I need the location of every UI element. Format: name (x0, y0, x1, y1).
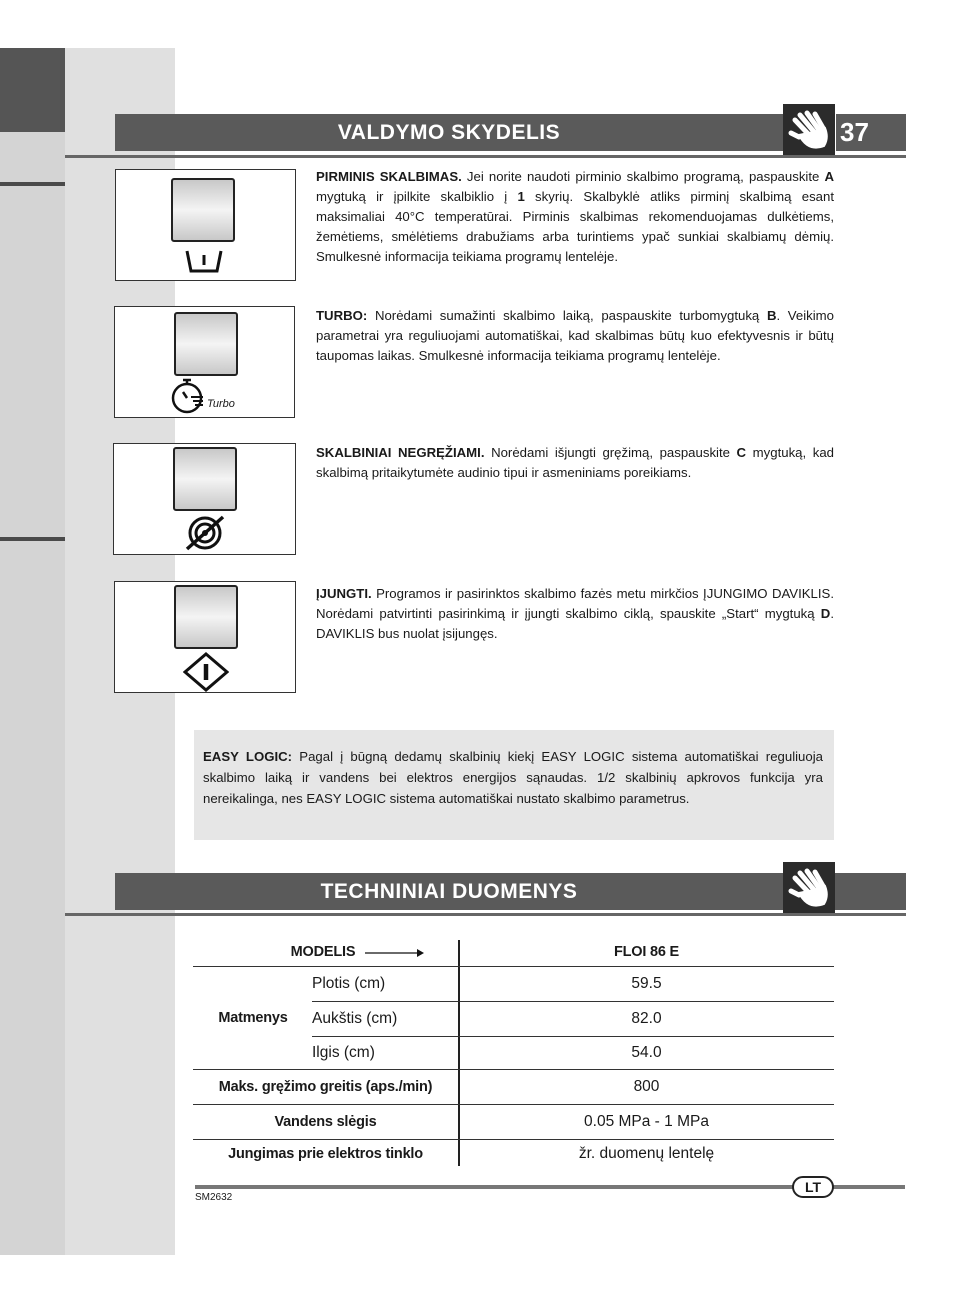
section-header-technical (115, 873, 783, 910)
easy-logic-text: Pagal į būgną dedamų skalbinių kiekį EASY LOGIC sistema automatiškai reguliuoja skalbimo laiką ir vandens bei elektros energijos sąnaudas. 1/2 skalbinių apkrovos funkcija yra nereikalinga, nes EASY LOGIC sistema automatiškai nustato skalbimo parametrus. (203, 749, 823, 806)
turbo-stopwatch-icon (169, 375, 205, 415)
document-code: SM2632 (195, 1192, 233, 1203)
turbo-button-illustration (114, 306, 295, 418)
easy-logic-title: EASY LOGIC: (203, 749, 293, 764)
left-margin-strip (0, 48, 65, 1255)
section-title: VALDYMO SKYDELIS (337, 120, 561, 144)
key-b: B (766, 308, 777, 323)
turbo-button-face (174, 312, 238, 376)
no-spin-text-2: mygtuką, kad skalbimą pritaikytumėte audinio tipui ir asmeniniams poreikiams. (316, 445, 834, 480)
key-a: A (824, 169, 834, 184)
no-spin-description (316, 443, 834, 483)
turbo-icon-label: Turbo (207, 398, 235, 410)
dimension-value: 54.0 (631, 1044, 662, 1061)
water-pressure-label: Vandens slėgis (274, 1114, 377, 1130)
power-connection-label: Jungimas prie elektros tinklo (228, 1146, 423, 1162)
no-spin-title: SKALBINIAI NEGRĘŽIAMI. (316, 445, 485, 460)
prewash-text-2: mygtuką ir įpilkite skalbiklio į (316, 189, 518, 204)
model-value: FLOI 86 E (613, 944, 680, 960)
turbo-title: TURBO: (316, 308, 368, 323)
dimension-label: Aukštis (cm) (312, 1010, 398, 1027)
model-label: MODELIS (290, 944, 356, 960)
no-spin-text-1: Norėdami išjungti gręžimą, paspauskite (484, 445, 737, 460)
turbo-description (316, 306, 834, 366)
left-margin-dark-block (0, 48, 65, 132)
margin-divider (0, 537, 65, 541)
spin-speed-value: 800 (633, 1078, 660, 1095)
dimension-label: Plotis (cm) (312, 975, 386, 992)
power-connection-value: žr. duomenų lentelę (578, 1145, 715, 1162)
dimension-label: Ilgis (cm) (312, 1044, 375, 1061)
dimensions-label: Matmenys (218, 1010, 288, 1026)
compartment-number: 1 (517, 189, 525, 204)
section-title: TECHNINIAI DUOMENYS (320, 879, 578, 903)
prewash-button-illustration (115, 169, 296, 281)
prewash-text-3: skyrių. Skalbyklė atliks pirminį skalbimą esant maksimaliai 40°C temperatūrai. Pirminis skalbimas rekomenduojamas dulkėtiems, žemėtiems, smėlėtiems drabužiams arba turintiems ypač sunkiai skalbiamų dėmių. Smulkesnė informacija teikiama programų lentelėje. (316, 189, 834, 264)
hand-icon (783, 862, 835, 915)
dimension-value: 59.5 (631, 975, 662, 992)
turbo-text-1: Norėdami sumažinti skalbimo laiką, paspauskite turbomygtuką (367, 308, 767, 323)
prewash-title: PIRMINIS SKALBIMAS. (316, 169, 462, 184)
start-diamond-icon (183, 652, 229, 692)
header-underline (65, 913, 906, 916)
easy-logic-description (203, 746, 823, 809)
margin-divider (0, 182, 65, 186)
page-number: 37 (840, 117, 869, 147)
section-header-controls (115, 114, 783, 151)
spin-speed-label: Maks. gręžimo greitis (aps./min) (218, 1079, 433, 1095)
prewash-description (316, 167, 834, 267)
key-c: C (736, 445, 747, 460)
key-d: D (820, 606, 831, 621)
start-button-face (174, 585, 238, 649)
header-underline (65, 155, 906, 158)
start-text-2: . DAVIKLIS bus nuolat įsijungęs. (316, 606, 834, 641)
prewash-basin-icon (184, 248, 224, 276)
no-spin-button-face (173, 447, 237, 511)
header-bar-end (835, 873, 906, 910)
water-pressure-value: 0.05 MPa - 1 MPa (584, 1113, 709, 1130)
turbo-text-2: . Veikimo parametrai yra reguliuojami automatiškai, kad skalbimas būtų kuo efektyvesnis ir būtų taupomas laikas. Smulkesnė informacija teikiama programų lentelėje. (316, 308, 834, 363)
technical-data-table (193, 938, 834, 1168)
no-spin-icon (184, 514, 226, 552)
start-description (316, 584, 834, 644)
prewash-text-1: Jei norite naudoti pirminio skalbimo programą, paspauskite (461, 169, 820, 184)
hand-icon (783, 104, 835, 157)
start-text-1: Programos ir pasirinktos skalbimo fazės metu mirkčios ĮJUNGIMO DAVIKLIS. Norėdami patvirtinti pasirinkimą ir įjungti skalbimo ciklą, spauskite „Start“ mygtuką (316, 586, 834, 621)
start-title: ĮJUNGTI. (316, 586, 372, 601)
language-badge (792, 1176, 834, 1198)
page-number-box (836, 114, 906, 151)
arrow-right-icon (365, 948, 425, 958)
start-button-illustration (114, 581, 296, 693)
prewash-button-face (171, 178, 235, 242)
dimension-value: 82.0 (631, 1010, 662, 1027)
language-code: LT (804, 1179, 822, 1195)
no-spin-button-illustration (113, 443, 296, 555)
